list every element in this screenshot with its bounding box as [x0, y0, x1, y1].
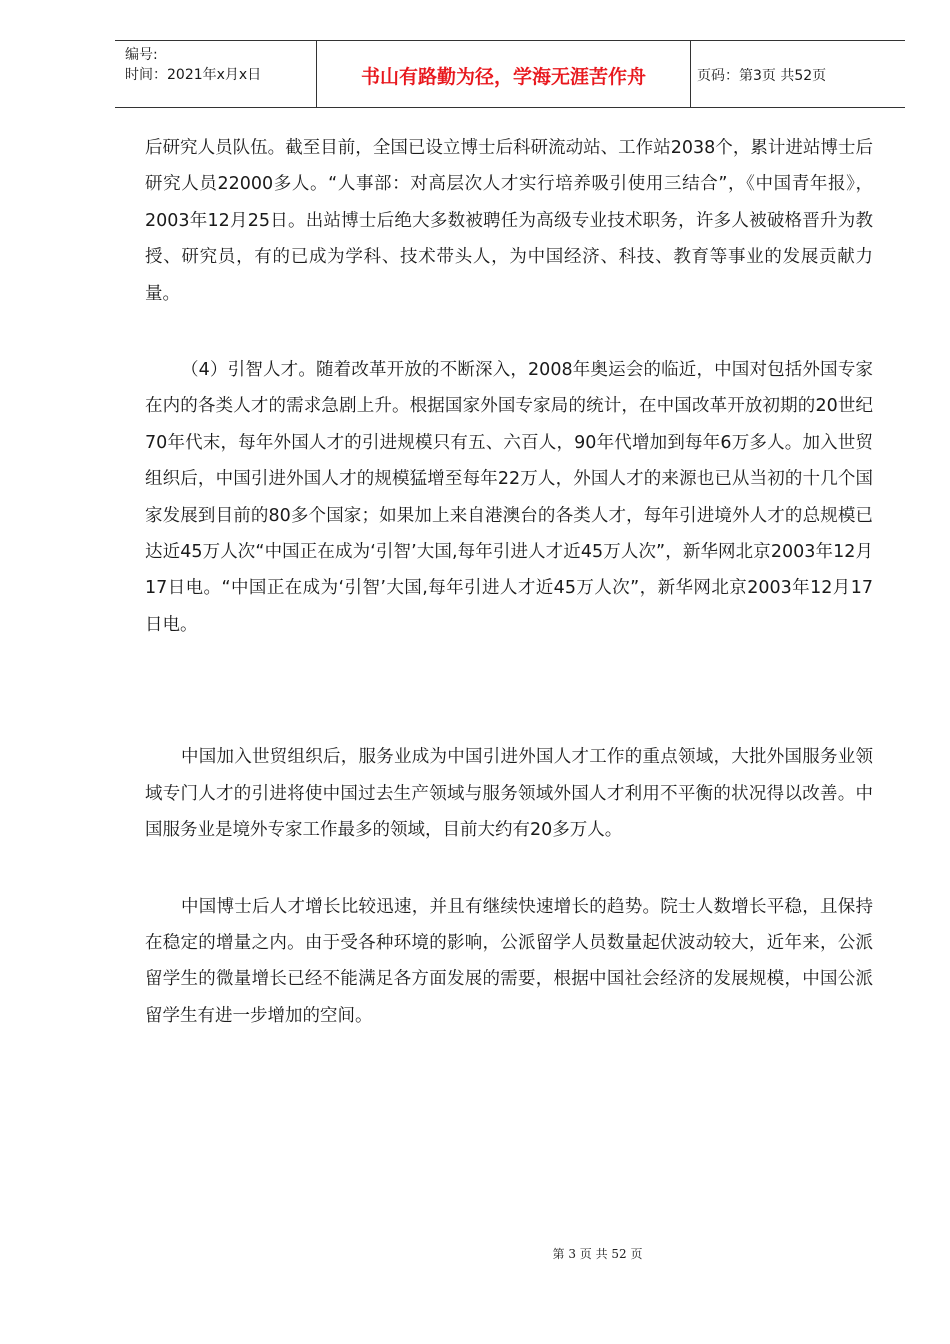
paragraph-service-industry: 中国加入世贸组织后，服务业成为中国引进外国人才工作的重点领域，大批外国服务业领域专门人才的引进将使中国过去生产领域与服务领域外国人才利用不平衡的状况得以改善。中国服务业是境外专家工作最多的领域，目前大约有20多万人。 — [145, 747, 873, 841]
document-body — [145, 130, 873, 1034]
page-footer — [0, 1245, 950, 1262]
document-number-label: 编号: — [125, 47, 158, 63]
header-meta — [125, 45, 315, 85]
header-page-info: 页码：第3页 共52页 — [697, 68, 827, 84]
document-time-label: 时间：2021年x月x日 — [125, 67, 262, 83]
footer-page-number: 第 3 页 共 52 页 — [552, 1247, 643, 1261]
header-divider — [690, 41, 691, 107]
paragraph-postdoc-growth: 中国博士后人才增长比较迅速，并且有继续快速增长的趋势。院士人数增长平稳，且保持在稳定的增量之内。由于受各种环境的影响，公派留学人员数量起伏波动较大，近年来，公派留学生的微量增长已经不能满足各方面发展的需要，根据中国社会经济的发展规模，中国公派留学生有进一步增加的空间。 — [145, 896, 873, 1026]
paragraph-continuation: 后研究人员队伍。截至目前，全国已设立博士后科研流动站、工作站2038个，累计进站博士后研究人员22000多人。“人事部：对高层次人才实行培养吸引使用三结合”，《中国青年报》，2003年12月25日。出站博士后绝大多数被聘任为高级专业技术职务，许多人被破格晋升为教授、研究员，有的已成为学科、技术带头人，为中国经济、科技、教育等事业的发展贡献力量。 — [145, 138, 873, 304]
paragraph-talent-introduction: （4）引智人才。随着改革开放的不断深入，2008年奥运会的临近，中国对包括外国专家在内的各类人才的需求急剧上升。根据国家外国专家局的统计，在中国改革开放初期的20世纪70年代末，每年外国人才的引进规模只有五、六百人，90年代增加到每年6万多人。加入世贸组织后，中国引进外国人才的规模猛增至每年22万人，外国人才的来源也已从当初的十几个国家发展到目前的80多个国家；如果加上来自港澳台的各类人才，每年引进境外人才的总规模已达近45万人次“中国正在成为‘引智’大国,每年引进人才近45万人次”，新华网北京2003年12月17日电。“中国正在成为‘引智’大国,每年引进人才近45万人次”，新华网北京2003年12月17日电。 — [145, 360, 873, 635]
header-motto: 书山有路勤为径，学海无涯苦作舟 — [360, 65, 646, 88]
document-header — [115, 40, 905, 108]
